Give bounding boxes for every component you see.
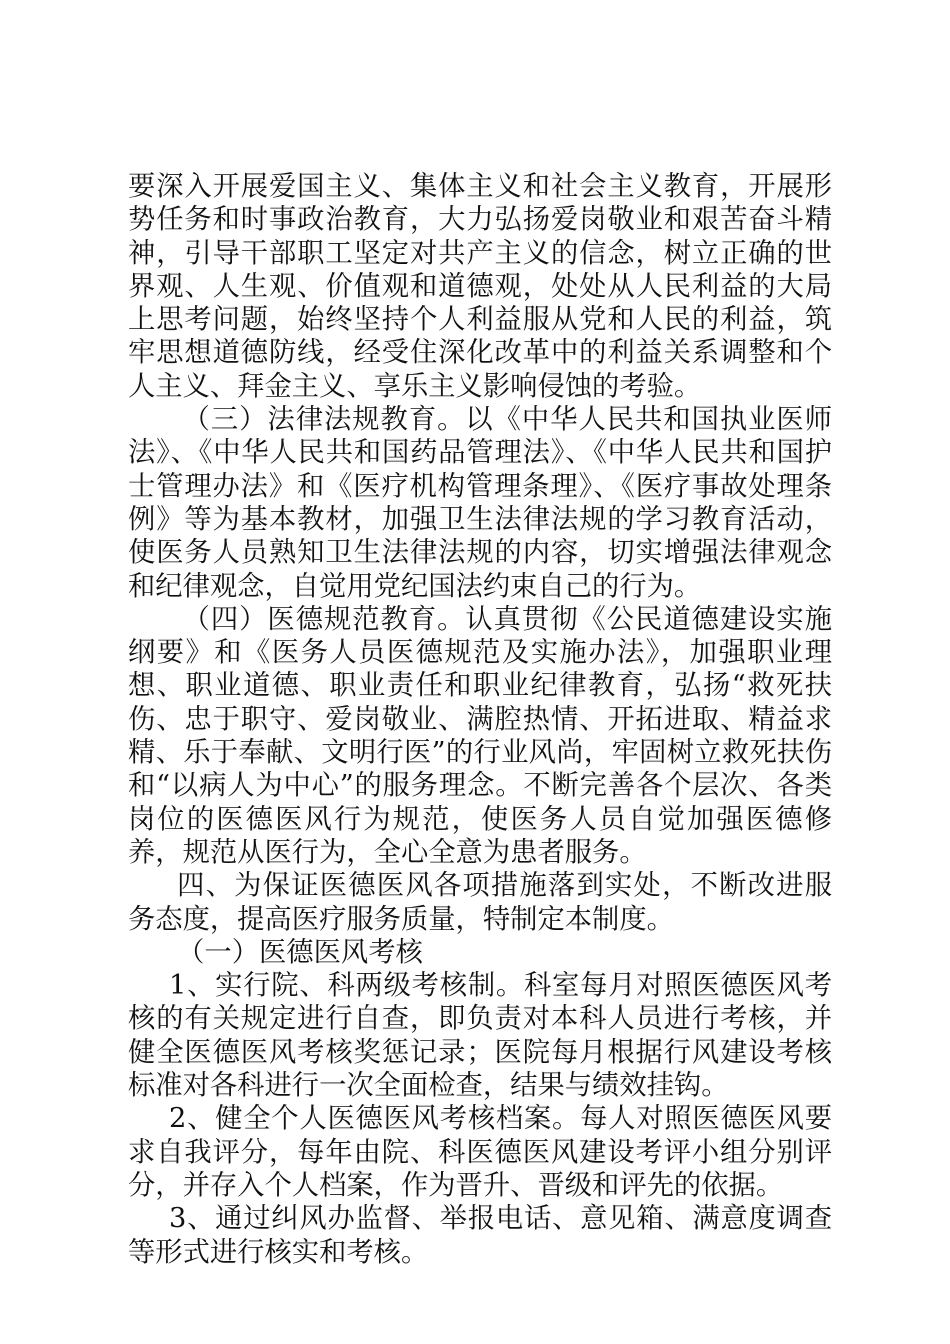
paragraph-section-four: 四、为保证医德医风各项措施落到实处，不断改进服务态度，提高医疗服务质量，特制定本制度。 <box>128 870 832 935</box>
paragraph-item-2: 2、健全个人医德医风考核档案。每人对照医德医风要求自我评分，每年由院、科医德医风建设考评小组分别评分，并存入个人档案，作为晋升、晋级和评先的依据。 <box>128 1103 832 1201</box>
paragraph-ethics-education: （四）医德规范教育。认真贯彻《公民道德建设实施纲要》和《医务人员医德规范及实施办法》，加强职业理想、职业道德、职业责任和职业纪律教育，弘扬“救死扶伤、忠于职守、爱岗敬业、满腔热情、开拓进取、精益求精、乐于奉献、文明行医”的行业风尚，牢固树立救死扶伤和“以病人为中心”的服务理念。不断完善各个层次、各类岗位的医德医风行为规范，使医务人员自觉加强医德修养，规范从医行为，全心全意为患者服务。 <box>128 603 832 868</box>
subheading-ethics-assessment: （一）医德医风考核 <box>177 936 423 968</box>
document-body <box>128 170 832 1269</box>
paragraph-patriotic-education: 要深入开展爱国主义、集体主义和社会主义教育，开展形势任务和时事政治教育，大力弘扬爱岗敬业和艰苦奋斗精神，引导干部职工坚定对共产主义的信念，树立正确的世界观、人生观、价值观和道德观，处处从人民利益的大局上思考问题，始终坚持个人利益服从党和人民的利益，筑牢思想道德防线，经受住深化改革中的利益关系调整和个人主义、拜金主义、享乐主义影响侵蚀的考验。 <box>128 171 832 402</box>
paragraph-law-education: （三）法律法规教育。以《中华人民共和国执业医师法》、《中华人民共和国药品管理法》、《中华人民共和国护士管理办法》和《医疗机构管理条理》、《医疗事故处理条例》等为基本教材，加强卫生法律法规的学习教育活动，使医务人员熟知卫生法律法规的内容，切实增强法律观念和纪律观念，自觉用党纪国法约束自己的行为。 <box>128 404 832 602</box>
paragraph-item-1: 1、实行院、科两级考核制。科室每月对照医德医风考核的有关规定进行自查，即负责对本科人员进行考核，并健全医德医风考核奖惩记录；医院每月根据行风建设考核标准对各科进行一次全面检查，结果与绩效挂钩。 <box>128 970 832 1102</box>
paragraph-item-3: 3、通过纠风办监督、举报电话、意见箱、满意度调查等形式进行核实和考核。 <box>128 1203 832 1268</box>
